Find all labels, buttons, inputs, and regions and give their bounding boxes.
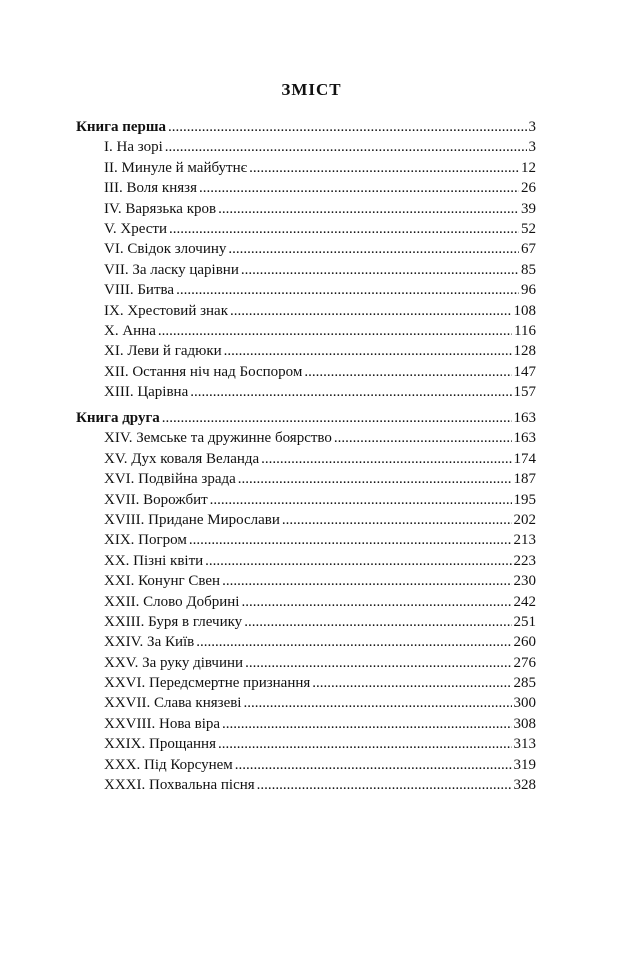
toc-entry-title: XXXI. Похвальна пісня — [104, 777, 255, 794]
toc-book-2 — [76, 408, 536, 795]
dot-leader — [222, 571, 511, 591]
toc-entry-title: XI. Леви й гадюки — [104, 343, 222, 360]
dot-leader — [304, 362, 511, 382]
toc-entry — [76, 341, 536, 361]
toc-page-number: 328 — [513, 777, 536, 794]
toc-entry-title: XXX. Під Корсунем — [104, 756, 233, 773]
dot-leader — [257, 775, 512, 795]
toc-page-number: 85 — [521, 261, 536, 278]
dot-leader — [190, 382, 511, 402]
dot-leader — [218, 199, 519, 219]
toc-page-number: 174 — [513, 450, 536, 467]
toc-page-number: 52 — [521, 220, 536, 237]
toc-page-number: 163 — [513, 410, 536, 426]
toc-entry — [76, 592, 536, 612]
toc-entry — [76, 449, 536, 469]
toc-entry-title: XII. Остання ніч над Боспором — [104, 363, 303, 380]
toc-page-number: 187 — [513, 471, 536, 488]
dot-leader — [312, 673, 511, 693]
toc-page-number: 12 — [521, 159, 536, 176]
toc-page-number: 195 — [513, 491, 536, 508]
toc-entry — [76, 280, 536, 300]
toc-page-number: 163 — [513, 430, 536, 447]
toc-entry — [76, 755, 536, 775]
toc-entry-title: XIV. Земське та дружинне боярство — [104, 430, 332, 447]
toc-page-number: 157 — [513, 384, 536, 401]
toc-page-number: 116 — [514, 322, 536, 339]
toc-page-number: 3 — [528, 139, 536, 156]
toc-page-number: 96 — [521, 282, 536, 299]
toc-book-label: Книга друга — [76, 410, 160, 426]
toc-chapter-list — [76, 428, 536, 795]
toc-entry — [76, 178, 536, 198]
dot-leader — [168, 117, 526, 137]
dot-leader — [165, 137, 527, 157]
toc-entry — [76, 632, 536, 652]
dot-leader — [196, 632, 511, 652]
dot-leader — [282, 510, 512, 530]
toc-entry-title: XXV. За руку дівчини — [104, 654, 244, 671]
dot-leader — [241, 260, 519, 280]
toc-entry — [76, 530, 536, 550]
toc-entry — [76, 653, 536, 673]
toc-entry — [76, 239, 536, 259]
dot-leader — [243, 693, 511, 713]
toc-entry — [76, 775, 536, 795]
toc-entry — [76, 714, 536, 734]
toc-entry — [76, 219, 536, 239]
toc-entry — [76, 693, 536, 713]
dot-leader — [235, 755, 512, 775]
toc-entry — [76, 260, 536, 280]
toc-entry — [76, 158, 536, 178]
toc-page-number: 147 — [513, 363, 536, 380]
toc-entry-title: IV. Варязька кров — [104, 200, 217, 217]
toc-entry-title: VII. За ласку царівни — [104, 261, 239, 278]
toc-entry-title: II. Минуле й майбутнє — [104, 159, 248, 176]
dot-leader — [222, 714, 511, 734]
toc-entry — [76, 510, 536, 530]
toc-entry-title: XXIX. Прощання — [104, 736, 216, 753]
toc-page-number: 26 — [521, 180, 536, 197]
dot-leader — [261, 449, 511, 469]
toc-entry — [76, 301, 536, 321]
toc-entry-title: XIII. Царівна — [104, 384, 189, 401]
toc-entry-title: XVI. Подвійна зрада — [104, 471, 236, 488]
toc-page-number: 242 — [513, 593, 536, 610]
dot-leader — [176, 280, 519, 300]
toc-page-number: 108 — [513, 302, 536, 319]
toc-entry-title: X. Анна — [104, 322, 156, 339]
dot-leader — [241, 592, 511, 612]
dot-leader — [205, 551, 511, 571]
toc-page-number: 128 — [513, 343, 536, 360]
dot-leader — [244, 612, 511, 632]
toc-chapter-list — [76, 137, 536, 402]
dot-leader — [224, 341, 512, 361]
toc-page-number: 67 — [521, 241, 536, 258]
toc-entry-title: XXVI. Передсмертне признання — [104, 675, 311, 692]
toc-entry-title: XXVII. Слава князеві — [104, 695, 242, 712]
toc-entry — [76, 137, 536, 157]
dot-leader — [218, 734, 512, 754]
toc-entry — [76, 469, 536, 489]
page-title: ЗМІСТ — [281, 80, 342, 99]
toc-entry-title: XXI. Конунг Свен — [104, 573, 221, 590]
toc-entry — [76, 551, 536, 571]
dot-leader — [162, 408, 512, 428]
dot-leader — [245, 653, 511, 673]
toc-page-number: 3 — [528, 119, 536, 135]
toc-book-1 — [76, 117, 536, 402]
toc-entry-title: XV. Дух коваля Веланда — [104, 450, 260, 467]
toc-entry-title: V. Хрести — [104, 220, 168, 237]
toc-page-number: 260 — [513, 634, 536, 651]
toc-entry — [76, 490, 536, 510]
toc-page-number: 39 — [521, 200, 536, 217]
dot-leader — [199, 178, 519, 198]
dot-leader — [334, 428, 512, 448]
toc-entry-title: IX. Хрестовий знак — [104, 302, 228, 319]
toc-page-number: 276 — [513, 654, 536, 671]
dot-leader — [169, 219, 519, 239]
dot-leader — [228, 239, 519, 259]
toc-page-number: 251 — [513, 613, 536, 630]
toc-page-number: 223 — [513, 552, 536, 569]
toc-page-number: 300 — [513, 695, 536, 712]
toc-entry — [76, 734, 536, 754]
toc-page-number: 319 — [513, 756, 536, 773]
dot-leader — [158, 321, 512, 341]
toc-entry-title: XX. Пізні квіти — [104, 552, 204, 569]
toc-entry — [76, 199, 536, 219]
toc-entry — [76, 428, 536, 448]
toc-entry-title: XIX. Погром — [104, 532, 187, 549]
toc-entry-title: VIII. Битва — [104, 282, 175, 299]
toc-book-heading — [76, 408, 536, 428]
toc-entry — [76, 673, 536, 693]
toc-page-number: 313 — [513, 736, 536, 753]
toc-entry — [76, 382, 536, 402]
dot-leader — [249, 158, 519, 178]
toc-entry — [76, 321, 536, 341]
toc-page-number: 202 — [513, 511, 536, 528]
toc-entry-title: XXIII. Буря в глечику — [104, 613, 243, 630]
toc-book-label: Книга перша — [76, 119, 167, 135]
toc-book-heading — [76, 117, 536, 137]
dot-leader — [210, 490, 512, 510]
toc-page-number: 213 — [513, 532, 536, 549]
toc-entry-title: XXIV. За Київ — [104, 634, 195, 651]
dot-leader — [230, 301, 512, 321]
toc-page-number: 230 — [513, 573, 536, 590]
toc-entry-title: XVII. Ворожбит — [104, 491, 208, 508]
toc-entry — [76, 612, 536, 632]
toc-page-number: 285 — [513, 675, 536, 692]
dot-leader — [189, 530, 512, 550]
toc-entry-title: I. На зорі — [104, 139, 163, 156]
toc-entry-title: XXVIII. Нова віра — [104, 715, 221, 732]
toc-page-number: 308 — [513, 715, 536, 732]
toc-entry — [76, 571, 536, 591]
toc-entry-title: III. Воля князя — [104, 180, 197, 197]
toc-entry-title: XXII. Слово Добрині — [104, 593, 240, 610]
toc-entry-title: XVIII. Придане Мирослави — [104, 511, 280, 528]
dot-leader — [238, 469, 512, 489]
toc-entry-title: VI. Свідок злочину — [104, 241, 227, 258]
toc-entry — [76, 362, 536, 382]
